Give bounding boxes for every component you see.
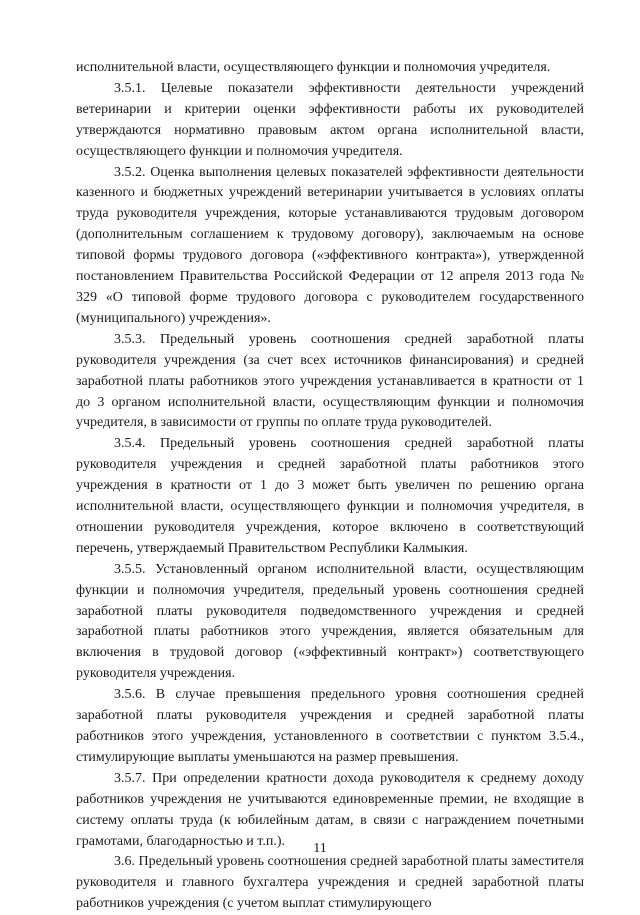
- paragraph-3-5-6: 3.5.6. В случае превышения предельного уровня соотношения средней заработной платы руководителя учреждения и средней заработной платы работников этого учреждения, установленного в соответствии с пунктом 3.5.4., стимулирующие выплаты уменьшаются на размер превышения.: [76, 687, 584, 765]
- page-number: 11: [313, 841, 327, 856]
- paragraph-continuation: исполнительной власти, осуществляющего функции и полномочия учредителя.: [76, 60, 551, 75]
- paragraph-3-5-2: 3.5.2. Оценка выполнения целевых показателей эффективности деятельности казенного и бюджетных учреждений ветеринарии учитывается в условиях оплаты труда руководителя учреждения, которые устанавливаются трудовым договором (дополнительным соглашением к трудовому договору), заключаемым на основе типовой формы трудового договора («эффективного контракта»), утвержденной постановлением Правительства Российской Федерации от 12 апреля 2013 года № 329 «О типовой форме трудового договора с руководителем государственного (муниципального) учреждения».: [76, 164, 584, 326]
- paragraph-3-5-5: 3.5.5. Установленный органом исполнительной власти, осуществляющим функции и полномочия учредителя, предельный уровень соотношения средней заработной платы руководителя подведомственного учреждения и средней заработной платы работников этого учреждения, является обязательным для включения в трудовой договор («эффективный контракт») соответствующего руководителя учреждения.: [76, 561, 584, 682]
- paragraph-3-6: 3.6. Предельный уровень соотношения средней заработной платы заместителя руководителя и главного бухгалтера учреждения и средней заработной платы работников учреждения (с учетом выплат стимулирующего: [76, 854, 584, 912]
- paragraph-3-5-3: 3.5.3. Предельный уровень соотношения средней заработной платы руководителя учреждения (за счет всех источников финансирования) и средней заработной платы работников этого учреждения устанавливается в кратности от 1 до 3 органом исполнительной власти, осуществляющим функции и полномочия учредителя, в зависимости от группы по оплате труда руководителей.: [76, 331, 584, 431]
- document-body: [76, 58, 584, 915]
- paragraph-3-5-4: 3.5.4. Предельный уровень соотношения средней заработной платы руководителя учреждения и средней заработной платы работников этого учреждения в кратности от 1 до 3 может быть увеличен по решению органа исполнительной власти, осуществляющего функции и полномочия учредителя, в отношении руководителя учреждения, которое включено в соответствующий перечень, утверждаемый Правительством Республики Калмыкия.: [76, 436, 584, 556]
- paragraph-3-5-7: 3.5.7. При определении кратности дохода руководителя к среднему доходу работников учреждения не учитываются единовременные премии, не входящие в систему оплаты труда (к юбилейным датам, в связи с награждением почетными грамотами, благодарностью и т.п.).: [76, 770, 584, 849]
- paragraph-3-5-1: 3.5.1. Целевые показатели эффективности деятельности учреждений ветеринарии и критерии оценки эффективности работы их руководителей утверждаются нормативно правовым актом органа исполнительной власти, осуществляющего функции и полномочия учредителя.: [76, 80, 584, 159]
